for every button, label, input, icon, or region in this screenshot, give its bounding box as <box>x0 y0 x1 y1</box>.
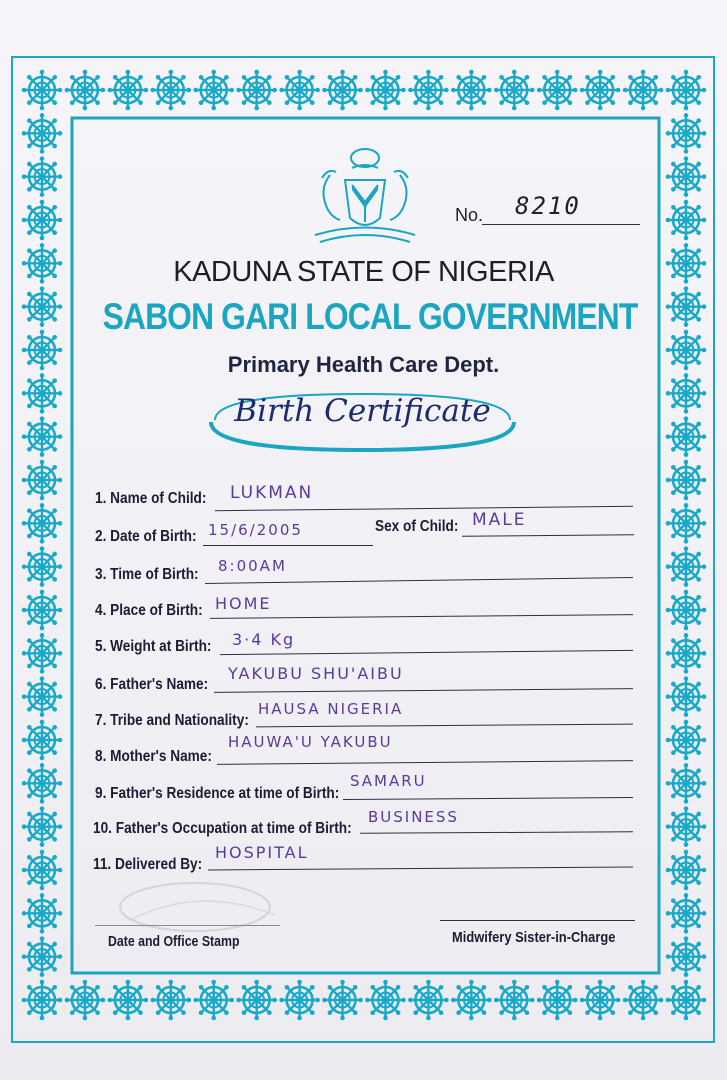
wheel-ornament <box>666 373 707 414</box>
mothers-name-label: 8. Mother's Name: <box>95 748 212 765</box>
wheel-ornament <box>65 980 106 1021</box>
wheel-ornament <box>22 676 63 717</box>
wheel-ornament <box>666 460 707 501</box>
wheel-ornament <box>623 70 664 111</box>
wheel-ornament <box>666 156 707 197</box>
wheel-ornament <box>666 200 707 241</box>
certificate-title: Birth Certificate <box>234 393 491 429</box>
wheel-ornament <box>666 503 707 544</box>
wheel-ornament <box>537 70 578 111</box>
fathers-occupation-value: BUSINESS <box>368 808 459 826</box>
wheel-ornament <box>408 70 449 111</box>
wheel-ornament <box>666 546 707 587</box>
wheel-ornament <box>151 980 192 1021</box>
wheel-ornament <box>108 70 149 111</box>
wheel-ornament <box>22 546 63 587</box>
wheel-ornament <box>537 980 578 1021</box>
wheel-ornament <box>236 70 277 111</box>
fathers-residence-value: SAMARU <box>350 772 427 790</box>
wheel-ornament <box>22 156 63 197</box>
wheel-ornament <box>279 980 320 1021</box>
sex-of-child-value: MALE <box>472 510 527 530</box>
wheel-ornament <box>322 70 363 111</box>
certificate-number-label: No. <box>455 205 484 225</box>
wheel-ornament <box>666 416 707 457</box>
wheel-ornament <box>22 633 63 674</box>
wheel-ornament <box>22 763 63 804</box>
wheel-ornament <box>322 980 363 1021</box>
fathers-occupation-label: 10. Father's Occupation at time of Birth: <box>93 820 352 837</box>
date-of-birth-value: 15/6/2005 <box>208 521 303 539</box>
midwifery-sister-label: Midwifery Sister-in-Charge <box>452 929 616 946</box>
wheel-ornament <box>22 806 63 847</box>
wheel-ornament <box>193 980 234 1021</box>
weight-at-birth-label: 5. Weight at Birth: <box>95 638 212 655</box>
tribe-nationality-label: 7. Tribe and Nationality: <box>95 712 249 729</box>
wheel-ornament <box>666 633 707 674</box>
wheel-ornament <box>365 70 406 111</box>
wheel-ornament <box>408 980 449 1021</box>
wheel-ornament <box>451 980 492 1021</box>
certificate-number: 8210 <box>515 192 581 220</box>
wheel-ornament <box>236 980 277 1021</box>
wheel-ornament <box>666 763 707 804</box>
weight-at-birth-value: 3·4 Kg <box>232 630 296 649</box>
wheel-ornament <box>22 373 63 414</box>
name-of-child-value: LUKMAN <box>230 483 314 503</box>
wheel-ornament <box>22 893 63 934</box>
sex-of-child-label: Sex of Child: <box>375 518 459 535</box>
wheel-ornament <box>22 416 63 457</box>
wheel-ornament <box>666 70 707 111</box>
date-and-office-stamp-label: Date and Office Stamp <box>108 934 240 950</box>
wheel-ornament <box>580 70 621 111</box>
wheel-ornament <box>494 70 535 111</box>
certificate-number-line <box>482 224 640 225</box>
signature-line <box>440 920 635 921</box>
wheel-ornament <box>279 70 320 111</box>
wheel-ornament <box>22 70 63 111</box>
name-of-child-label: 1. Name of Child: <box>95 490 207 507</box>
wheel-ornament <box>623 980 664 1021</box>
department-name: Primary Health Care Dept. <box>227 352 500 377</box>
wheel-ornament <box>666 980 707 1021</box>
date-of-birth-line <box>203 545 373 546</box>
wheel-ornament <box>666 676 707 717</box>
wheel-ornament <box>666 893 707 934</box>
coat-of-arms-emblem <box>300 140 430 250</box>
wheel-ornament <box>494 980 535 1021</box>
local-government-name: SABON GARI LOCAL GOVERNMENT <box>102 296 638 337</box>
wheel-ornament <box>22 980 63 1021</box>
wheel-ornament <box>666 113 707 154</box>
wheel-ornament <box>22 936 63 977</box>
tribe-nationality-value: HAUSA NIGERIA <box>258 700 404 718</box>
place-of-birth-label: 4. Place of Birth: <box>95 602 203 619</box>
wheel-ornament <box>22 460 63 501</box>
stamp-line <box>95 925 280 926</box>
time-of-birth-label: 3. Time of Birth: <box>95 566 199 583</box>
wheel-ornament <box>108 980 149 1021</box>
delivered-by-value: HOSPITAL <box>215 843 309 862</box>
place-of-birth-value: HOME <box>215 594 272 613</box>
wheel-ornament <box>666 806 707 847</box>
wheel-ornament <box>22 720 63 761</box>
wheel-ornament <box>666 850 707 891</box>
wheel-ornament <box>365 980 406 1021</box>
time-of-birth-value: 8:00AM <box>218 557 287 575</box>
fathers-residence-label: 9. Father's Residence at time of Birth: <box>95 785 340 802</box>
wheel-ornament <box>22 590 63 631</box>
wheel-ornament <box>451 70 492 111</box>
state-name: KADUNA STATE OF NIGERIA <box>173 256 554 288</box>
fathers-name-value: YAKUBU SHU'AIBU <box>228 664 404 683</box>
wheel-ornament <box>22 113 63 154</box>
wheel-ornament <box>22 850 63 891</box>
delivered-by-label: 11. Delivered By: <box>93 856 203 873</box>
mothers-name-value: HAUWA'U YAKUBU <box>228 733 393 751</box>
wheel-ornament <box>22 503 63 544</box>
wheel-ornament <box>666 936 707 977</box>
wheel-ornament <box>666 720 707 761</box>
wheel-ornament <box>580 980 621 1021</box>
wheel-ornament <box>22 200 63 241</box>
fathers-name-label: 6. Father's Name: <box>95 676 209 693</box>
wheel-ornament <box>193 70 234 111</box>
date-of-birth-label: 2. Date of Birth: <box>95 528 197 545</box>
wheel-ornament <box>666 590 707 631</box>
wheel-ornament <box>151 70 192 111</box>
faint-office-stamp <box>110 875 290 935</box>
wheel-ornament <box>65 70 106 111</box>
